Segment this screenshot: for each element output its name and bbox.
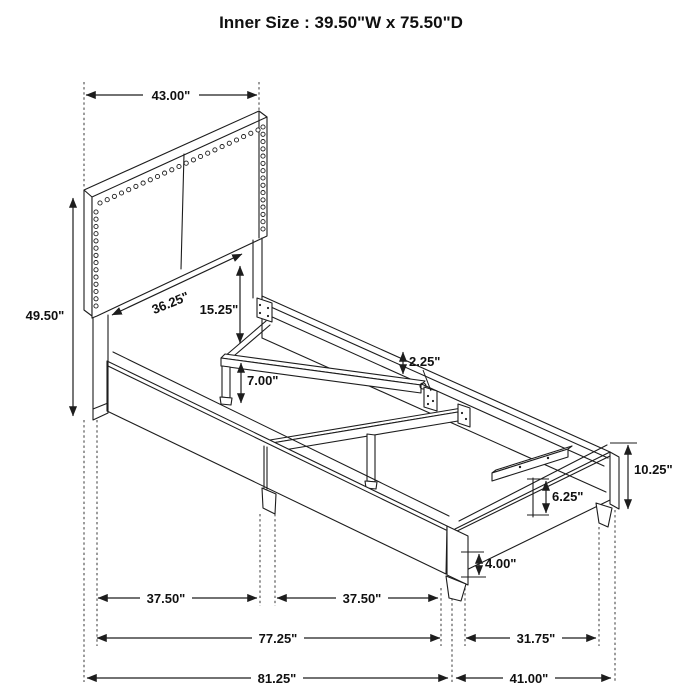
nailhead-icon [198,154,202,158]
nailhead-icon [141,181,145,185]
nailhead-icon [94,289,98,293]
svg-text:49.50": 49.50" [25,308,65,323]
headboard-right-leg [253,238,272,322]
nailhead-icon [94,232,98,236]
nailhead-icon [94,224,98,228]
nailhead-icon [94,239,98,243]
svg-text:15.25": 15.25" [199,302,239,317]
svg-text:81.25": 81.25" [257,671,297,686]
support-rail-1 [220,321,437,411]
center-leg-1 [220,366,232,405]
nailhead-icon [94,217,98,221]
headboard-bracket [257,298,272,322]
nailhead-icon [163,171,167,175]
svg-text:6.25": 6.25" [552,489,584,504]
rail-bracket-2 [458,404,470,427]
nailhead-icon [256,128,260,132]
page-title: Inner Size : 39.50"W x 75.50"D [219,13,463,32]
nailhead-icon [184,161,188,165]
nailhead-icon [112,194,116,198]
svg-text:41.00": 41.00" [509,671,549,686]
nailhead-icon [261,147,265,151]
svg-text:31.75": 31.75" [516,631,556,646]
nailhead-icon [261,154,265,158]
nailhead-icon [249,131,253,135]
nailhead-icon [220,145,224,149]
nailhead-icon [94,275,98,279]
nailhead-icon [177,164,181,168]
svg-text:36.25": 36.25" [149,288,192,318]
nailhead-icon [94,210,98,214]
dim-rail-board-height [527,479,583,515]
dim-rail-segment-right [277,591,438,606]
nailhead-icon [261,183,265,187]
nailhead-icon [119,191,123,195]
nailhead-icon [127,188,131,192]
footboard-near-post [447,526,468,585]
nailhead-icon [94,261,98,265]
nailhead-icon [261,161,265,165]
bed-frame-drawing [84,111,619,601]
nailhead-icon [94,297,98,301]
footboard-far-post [610,452,619,509]
nailhead-icon [261,227,265,231]
nailhead-icon [191,158,195,162]
dim-foot-section-width [466,631,596,646]
nailhead-icon [261,176,265,180]
nailhead-icon [94,253,98,257]
dim-rail-segment-left [98,591,257,606]
dim-foot-leg-height [461,552,516,577]
svg-text:37.50": 37.50" [146,591,186,606]
svg-text:37.50": 37.50" [342,591,382,606]
nailhead-icon [94,282,98,286]
nailhead-icon [261,132,265,136]
nailhead-icon [134,184,138,188]
svg-text:77.25": 77.25" [258,631,298,646]
dim-overall-height [26,198,73,416]
nailhead-icon [261,212,265,216]
nailhead-icon [261,198,265,202]
svg-text:43.00": 43.00" [151,88,191,103]
svg-text:2.25": 2.25" [409,354,441,369]
nailhead-icon [261,169,265,173]
nailhead-icon [98,201,102,205]
nailhead-icon [261,125,265,129]
svg-text:10.25": 10.25" [634,462,673,477]
svg-text:4.00": 4.00" [485,556,517,571]
footboard-far-leg [596,503,612,527]
nailhead-icon [261,140,265,144]
nailhead-icon [155,174,159,178]
nailhead-icon [94,304,98,308]
nailhead-icon [94,246,98,250]
svg-text:7.00": 7.00" [247,373,279,388]
nailhead-icon [206,151,210,155]
nailhead-icon [213,148,217,152]
nailhead-icon [261,191,265,195]
dim-overall-width [456,671,611,686]
nailhead-icon [234,138,238,142]
nailhead-icon [105,198,109,202]
nailhead-icon [148,178,152,182]
nailhead-icon [242,135,246,139]
nailhead-icon [227,141,231,145]
headboard-left-leg [93,315,108,420]
nailhead-icon [261,220,265,224]
dim-side-rail-length [97,631,440,646]
dim-headboard-width [86,88,257,103]
dim-headboard-gap [200,266,240,343]
nailhead-icon [261,205,265,209]
support-rail-3 [492,446,572,481]
nailhead-icon [94,268,98,272]
mid-rail-leg [262,488,276,514]
nailhead-icon [170,168,174,172]
dim-overall-length [87,671,448,686]
center-leg-2 [365,434,377,489]
